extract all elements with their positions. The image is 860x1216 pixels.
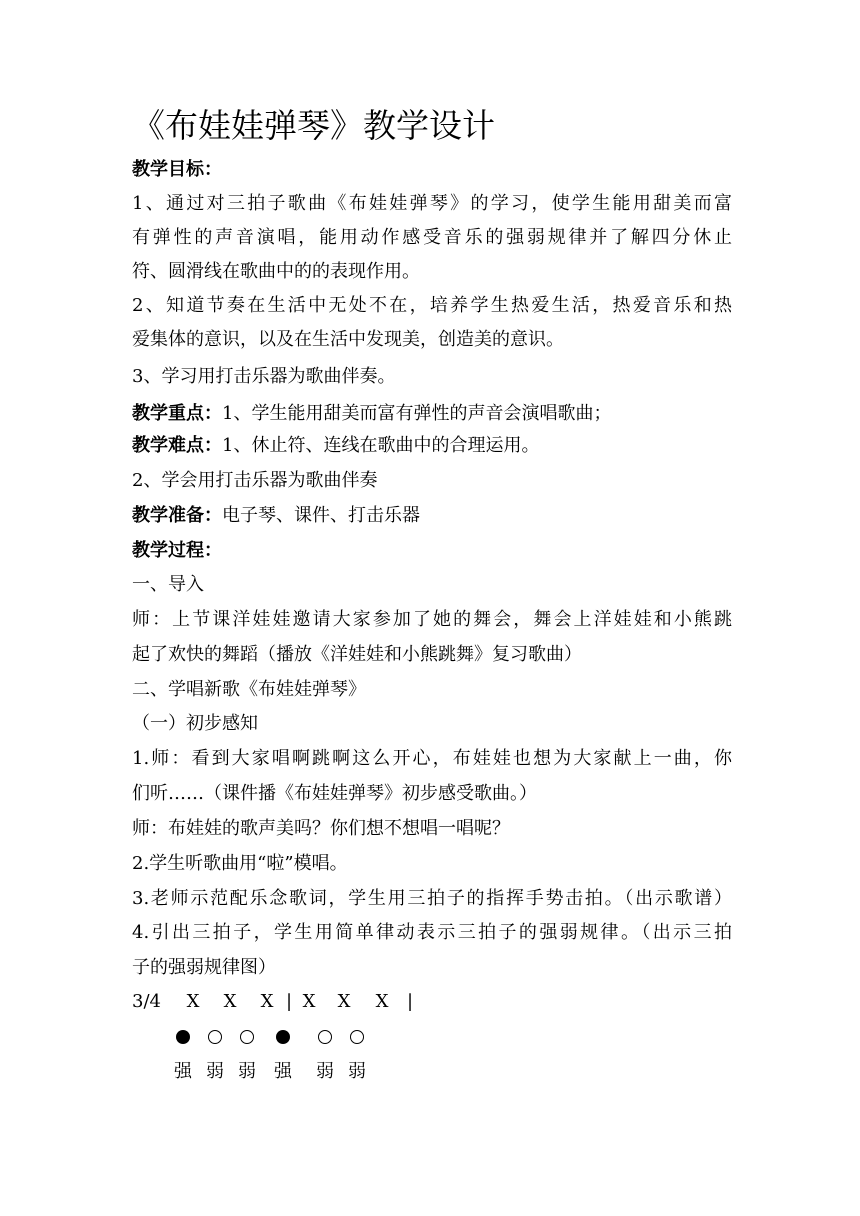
process-line: 们听……（课件播《布娃娃弹琴》初步感受歌曲。）: [132, 783, 537, 804]
time-signature: 3/4: [132, 991, 161, 1012]
beat-label: 弱: [238, 1061, 256, 1082]
process-line: 二、学唱新歌《布娃娃弹琴》: [132, 679, 366, 700]
process-line: （一）初步感知: [132, 713, 258, 734]
strong-beat-dot: [176, 1030, 190, 1044]
process-heading: 教学过程：: [132, 540, 222, 561]
objective-line: 1、通过对三拍子歌曲《布娃娃弹琴》的学习，使学生能用甜美而富: [132, 193, 732, 214]
weak-beat-dot: [350, 1030, 364, 1044]
objective-line: 爱集体的意识，以及在生活中发现美，创造美的意识。: [132, 329, 564, 350]
preparation-label: 教学准备：: [132, 505, 222, 526]
process-line: 子的强弱规律图）: [132, 957, 276, 978]
weak-beat-dot: [240, 1030, 254, 1044]
beat-label: 强: [174, 1061, 192, 1082]
objective-line: 3、学习用打击乐器为歌曲伴奏。: [132, 366, 396, 387]
bar-line: |: [285, 991, 293, 1012]
strong-beat-dot: [276, 1030, 290, 1044]
difficulty-line-2: 2、学会用打击乐器为歌曲伴奏: [132, 470, 378, 491]
beat-labels-row: [170, 1057, 370, 1087]
rhythm-note: X: [302, 991, 316, 1012]
process-line: 3.老师示范配乐念歌词，学生用三拍子的指挥手势击拍。（出示歌谱）: [132, 888, 732, 909]
key-point-label: 教学重点：: [132, 403, 222, 424]
preparation-line: [132, 499, 732, 533]
process-line: 1.师：看到大家唱啊跳啊这么开心，布娃娃也想为大家献上一曲，你: [132, 748, 732, 769]
document-title: 《布娃娃弹琴》教学设计: [132, 106, 495, 145]
beat-label: 弱: [206, 1061, 224, 1082]
rhythm-note: X: [260, 991, 274, 1012]
objective-line: 符、圆滑线在歌曲中的的表现作用。: [132, 261, 420, 282]
weak-beat-dot: [318, 1030, 332, 1044]
beat-label: 强: [274, 1061, 292, 1082]
difficulty-text: 1、休止符、连线在歌曲中的合理运用。: [222, 435, 540, 456]
difficulty-line: [132, 429, 732, 463]
process-line: 4.引出三拍子，学生用简单律动表示三拍子的强弱规律。（出示三拍: [132, 922, 732, 943]
difficulty-label: 教学难点：: [132, 435, 222, 456]
key-point-text: 1、学生能用甜美而富有弹性的声音会演唱歌曲；: [222, 403, 612, 424]
beat-label: 弱: [348, 1061, 366, 1082]
process-line: 一、导入: [132, 574, 204, 595]
bar-line: |: [406, 991, 414, 1012]
process-line: 起了欢快的舞蹈（播放《洋娃娃和小熊跳舞》复习歌曲）: [132, 644, 582, 665]
beat-label: 弱: [316, 1061, 334, 1082]
rhythm-note: X: [186, 991, 200, 1012]
objective-line: 2、知道节奏在生活中无处不在，培养学生热爱生活，热爱音乐和热: [132, 295, 732, 316]
rhythm-note: X: [337, 991, 351, 1012]
objectives-heading: 教学目标：: [132, 159, 222, 180]
process-line: 师：上节课洋娃娃邀请大家参加了她的舞会，舞会上洋娃娃和小熊跳: [132, 609, 732, 630]
weak-beat-dot: [208, 1030, 222, 1044]
rhythm-notes-row: [132, 987, 420, 1017]
process-line: 师：布娃娃的歌声美吗？你们想不想唱一唱呢？: [132, 818, 510, 839]
rhythm-note: X: [375, 991, 389, 1012]
rhythm-note: X: [223, 991, 237, 1012]
beat-dots-row: [170, 1022, 370, 1052]
key-point-line: [132, 397, 732, 431]
objective-line: 有弹性的声音演唱，能用动作感受音乐的强弱规律并了解四分休止: [132, 227, 732, 248]
preparation-text: 电子琴、课件、打击乐器: [222, 505, 420, 526]
process-line: 2.学生听歌曲用“啦”模唱。: [132, 853, 348, 874]
